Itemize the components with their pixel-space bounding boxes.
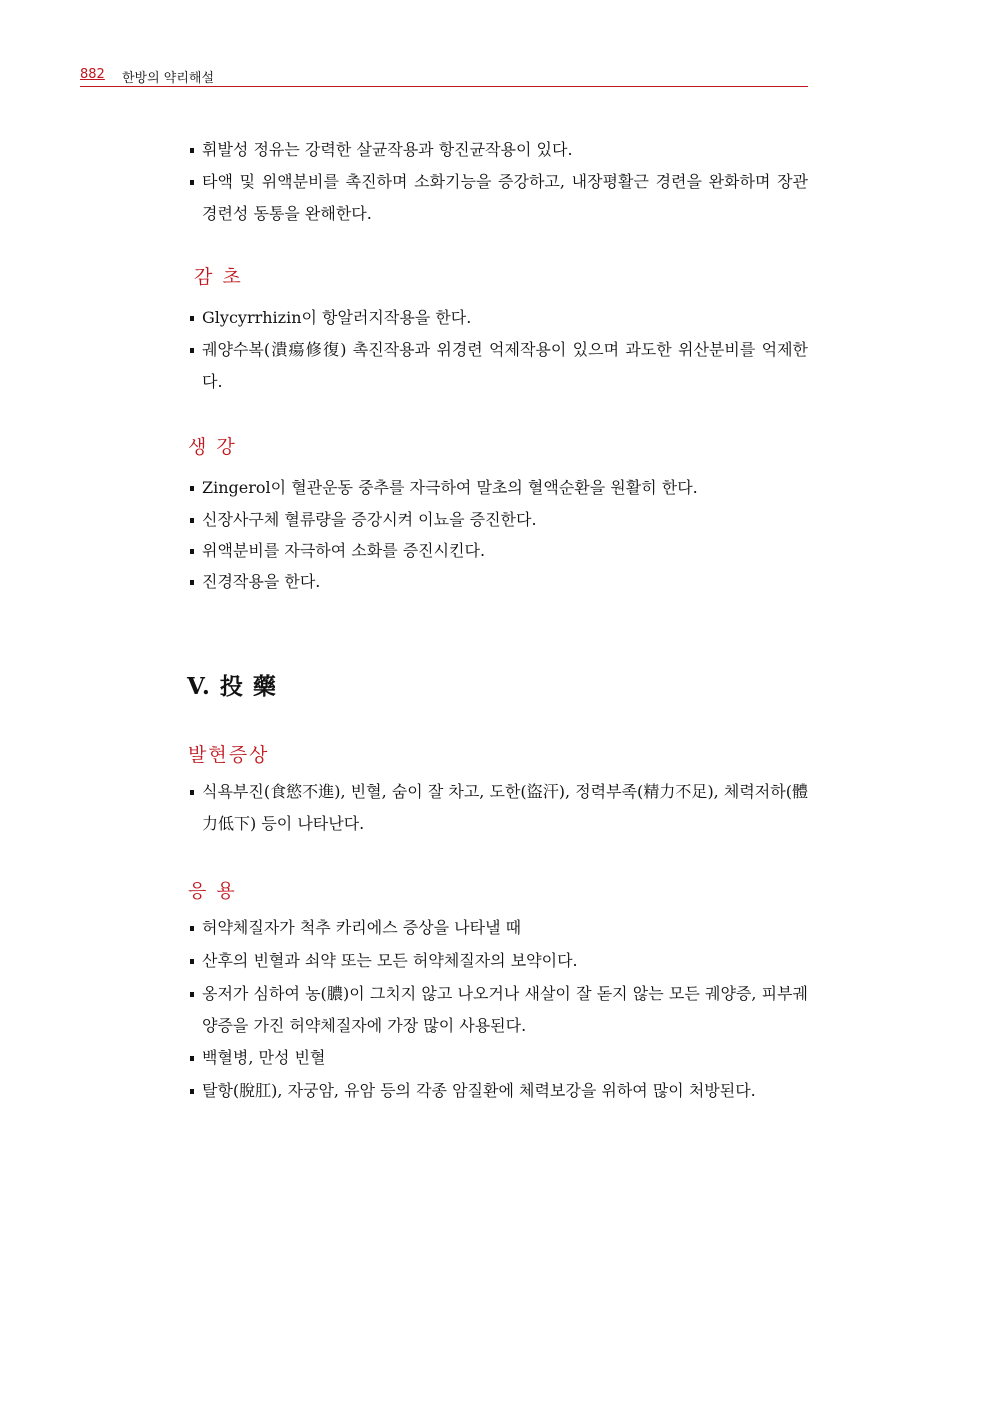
section-title-saenggang: 생 강 — [188, 436, 237, 458]
list-item: 신장사구체 혈류량을 증강시켜 이뇨을 증진한다. — [188, 504, 808, 536]
list-item: 백혈병, 만성 빈혈 — [188, 1042, 808, 1074]
list-item: 식욕부진(食慾不進), 빈혈, 숨이 잘 차고, 도한(盜汗), 정력부족(精力不足), 체력저하(體力低下) 등이 나타난다. — [188, 776, 808, 840]
chapter-title: V. 投 藥 — [187, 673, 277, 700]
list-item: 옹저가 심하여 농(膿)이 그치지 않고 나오거나 새살이 잘 돋지 않는 모든 궤양증, 피부궤양증을 가진 허약체질자에 가장 많이 사용된다. — [188, 978, 808, 1042]
list-item: Zingerol이 혈관운동 중추를 자극하여 말초의 혈액순환을 원활히 한다. — [188, 472, 808, 504]
page-number: 882 — [80, 67, 105, 82]
list-item: 탈항(脫肛), 자궁암, 유암 등의 각종 암질환에 체력보강을 위하여 많이 처방된다. — [188, 1075, 808, 1107]
book-title: 한방의 약리해설 — [122, 71, 215, 86]
section-title-application: 응 용 — [188, 880, 237, 902]
list-item: 휘발성 정유는 강력한 살균작용과 항진균작용이 있다. — [188, 134, 808, 166]
list-item: 위액분비를 자극하여 소화를 증진시킨다. — [188, 535, 808, 567]
list-item: 궤양수복(潰瘍修復) 촉진작용과 위경련 억제작용이 있으며 과도한 위산분비를 억제한다. — [188, 334, 808, 398]
list-item: 진경작용을 한다. — [188, 566, 808, 598]
list-item: Glycyrrhizin이 항알러지작용을 한다. — [188, 302, 808, 334]
list-item: 허약체질자가 척추 카리에스 증상을 나타낼 때 — [188, 912, 808, 944]
list-item: 타액 및 위액분비를 촉진하며 소화기능을 증강하고, 내장평활근 경련을 완화하며 장관 경련성 동통을 완해한다. — [188, 166, 808, 230]
section-title-symptoms: 발현증상 — [188, 744, 270, 766]
page-header — [80, 64, 808, 87]
section-title-gamcho: 감 초 — [194, 266, 243, 288]
list-item: 산후의 빈혈과 쇠약 또는 모든 허약체질자의 보약이다. — [188, 945, 808, 977]
